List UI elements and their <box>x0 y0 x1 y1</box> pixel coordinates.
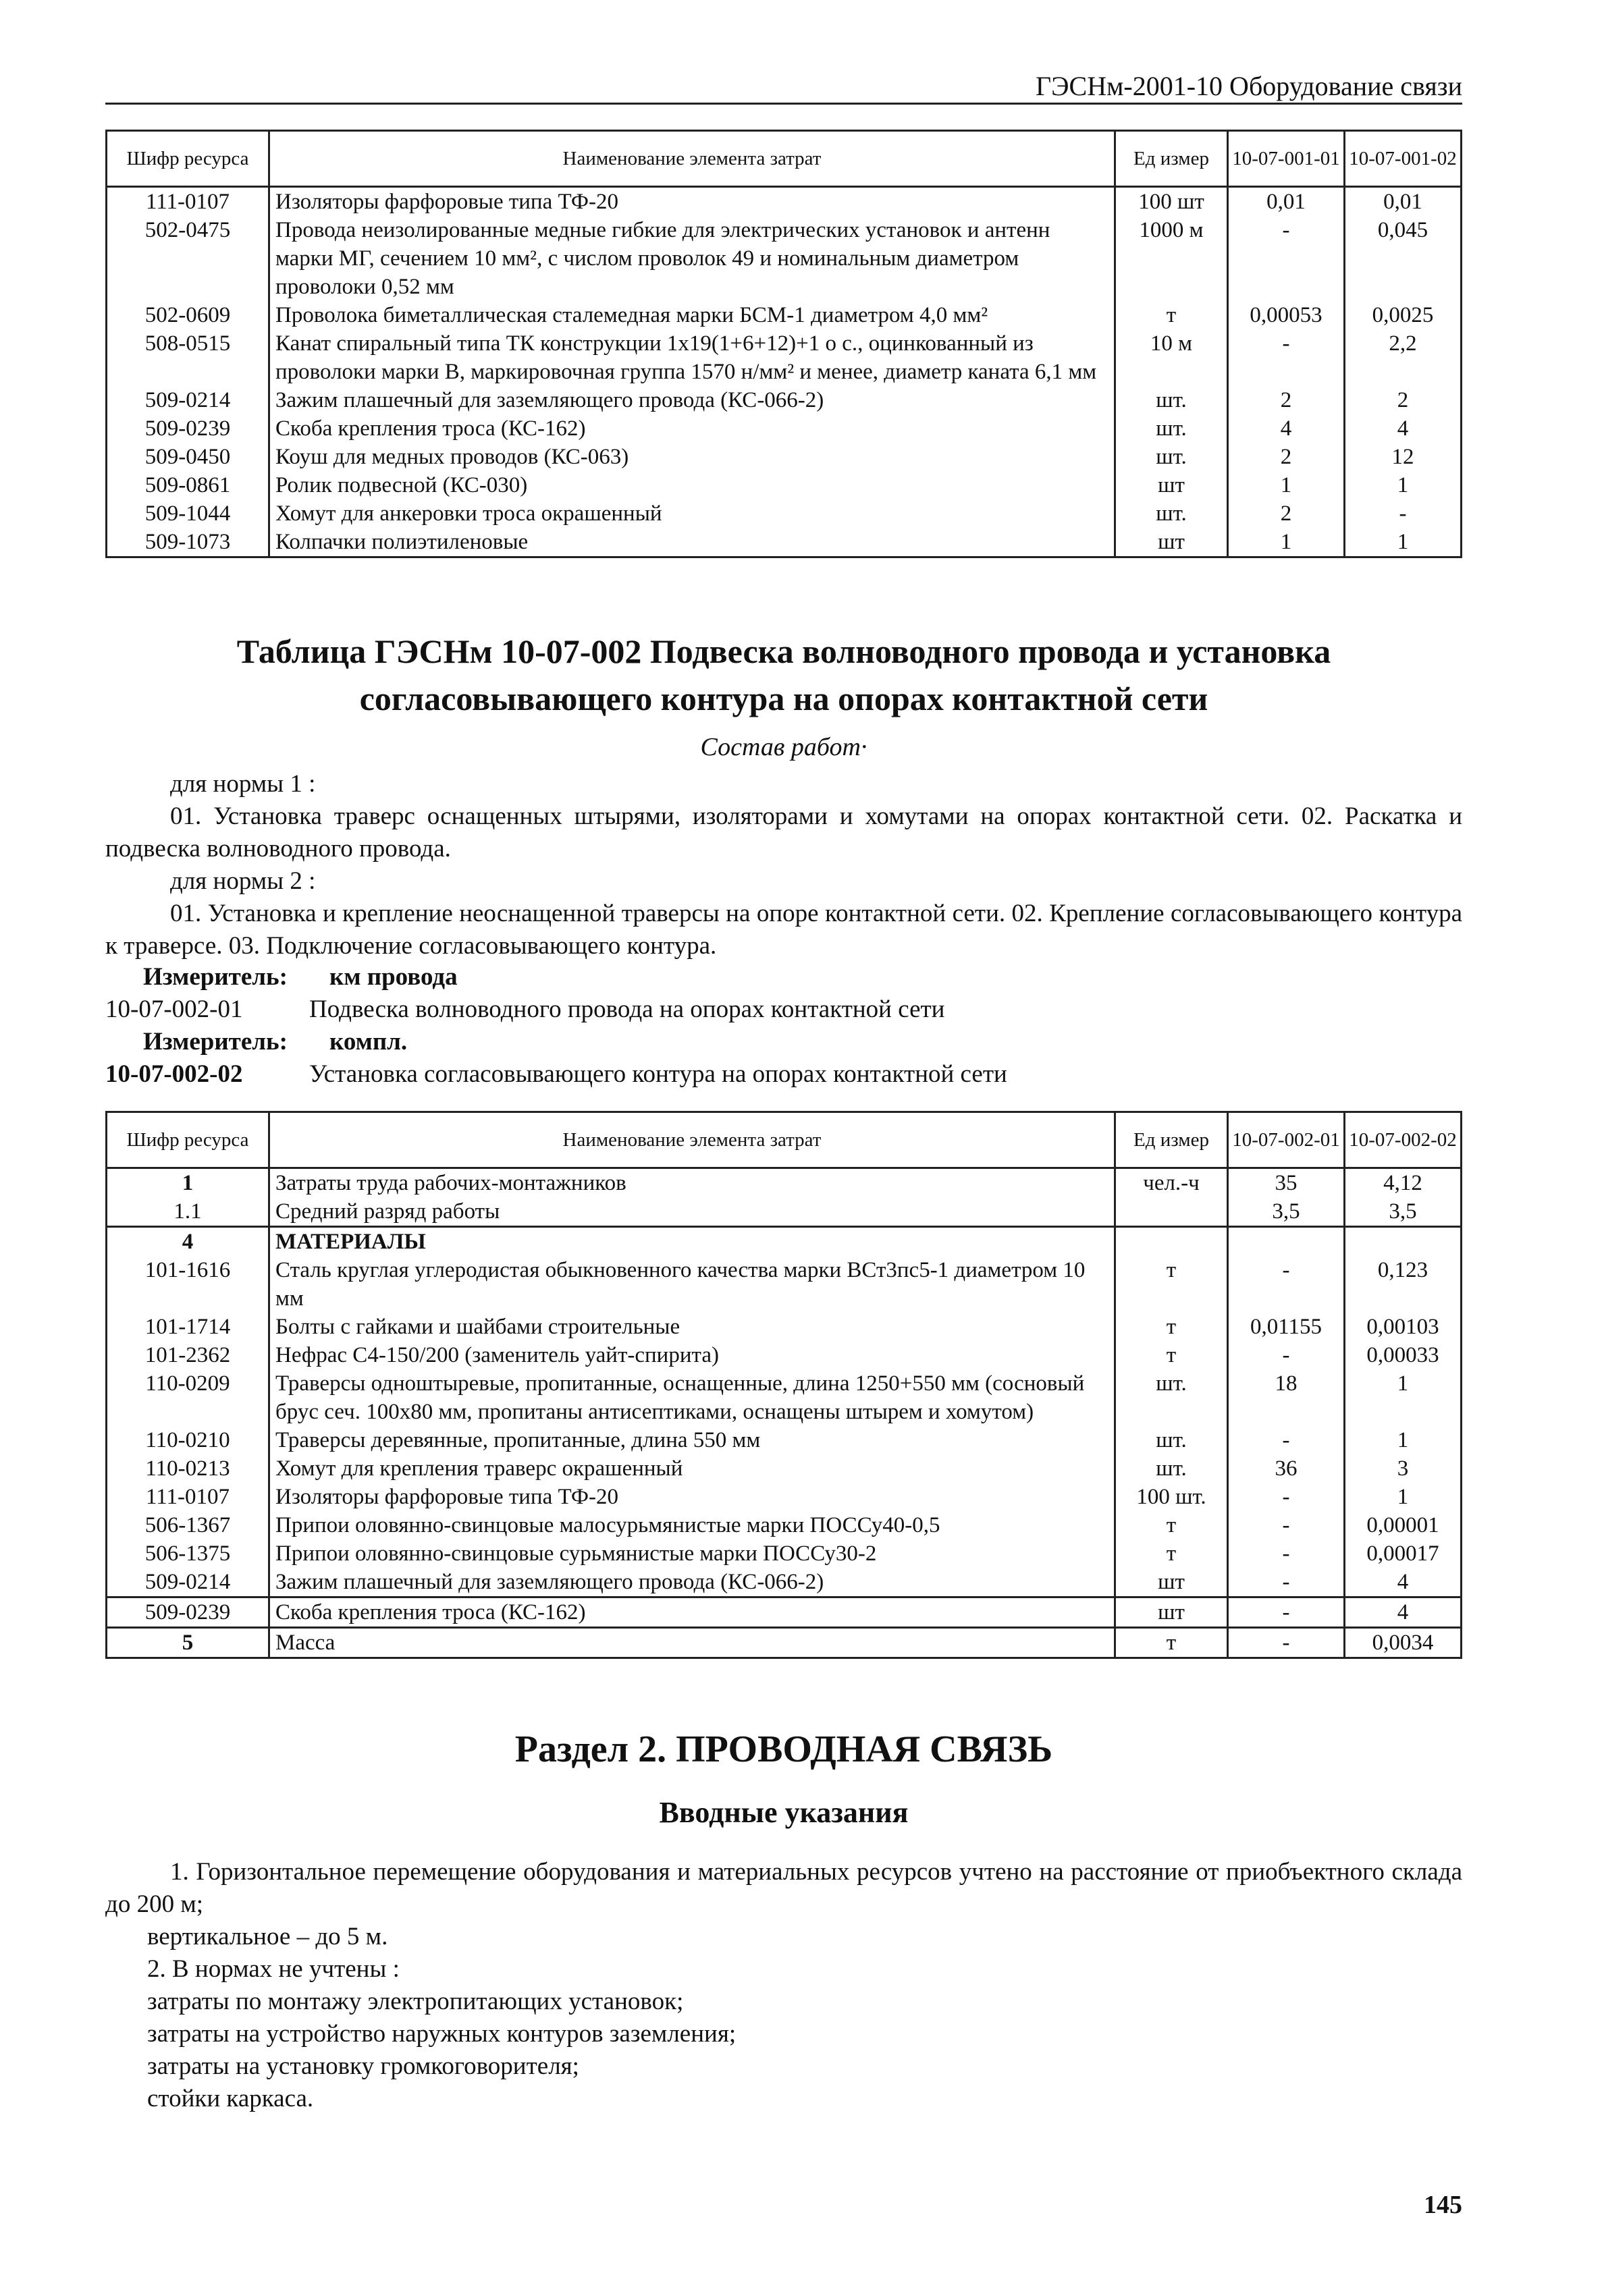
cell-name: Сталь круглая углеродистая обыкновенного качества марки ВСт3пс5-1 диаметром 10 мм <box>269 1256 1115 1313</box>
cell-unit: т <box>1115 1511 1228 1539</box>
intro-paragraph-3: 2. В нормах не учтены : <box>147 1955 400 1983</box>
col-header-unit: Ед измер <box>1115 131 1228 187</box>
cell-code: 509-0861 <box>107 471 269 499</box>
table-header-row <box>107 131 1462 187</box>
cell-unit: шт. <box>1115 1426 1228 1454</box>
cell-code: 110-0209 <box>107 1369 269 1426</box>
cell-name: Проволока биметаллическая сталемедная марки БСМ-1 диаметром 4,0 мм² <box>269 301 1115 329</box>
table-header-row <box>107 1112 1462 1168</box>
table-row <box>107 528 1462 557</box>
cell-code: 502-0475 <box>107 216 269 301</box>
table-row <box>107 1426 1462 1454</box>
cell-value-1: 2 <box>1228 443 1345 471</box>
cell-name: Масса <box>269 1628 1115 1658</box>
cell-value-2: 0,0034 <box>1345 1628 1462 1658</box>
cell-name: Хомут для анкеровки троса окрашенный <box>269 499 1115 528</box>
cell-unit <box>1115 1197 1228 1227</box>
table2-title: Таблица ГЭСНм 10-07-002 Подвеска волноводного провода и установка согласовывающего контура на опорах контактной сети <box>236 632 1331 717</box>
cell-unit: шт. <box>1115 386 1228 414</box>
cell-name: Зажим плашечный для заземляющего провода (КС-066-2) <box>269 386 1115 414</box>
cell-name: Средний разряд работы <box>269 1197 1115 1227</box>
cell-code: 4 <box>107 1227 269 1257</box>
cell-name: Провода неизолированные медные гибкие для электрических установок и антенн марки МГ, сечением 10 мм², с числом проволок 49 и номинальным диаметром проволоки 0,52 мм <box>269 216 1115 301</box>
cell-value-2: 4 <box>1345 1597 1462 1628</box>
cell-name: Изоляторы фарфоровые типа ТФ-20 <box>269 187 1115 217</box>
cell-value-1: - <box>1228 329 1345 386</box>
cell-code: 110-0213 <box>107 1454 269 1483</box>
cell-name: Припои оловянно-свинцовые малосурьмянистые марки ПОССу40-0,5 <box>269 1511 1115 1539</box>
cell-name: Болты с гайками и шайбами строительные <box>269 1313 1115 1341</box>
cell-value-2: 3,5 <box>1345 1197 1462 1227</box>
norm1-text: 01. Установка траверс оснащенных штырями, изоляторами и хомутами на опорах контактной сети. 02. Раскатка и подвеска волноводного провода. <box>105 802 1462 863</box>
norm1-label: для нормы 1 : <box>170 770 316 798</box>
section-subtitle: Вводные указания <box>659 1796 909 1829</box>
cell-code: 502-0609 <box>107 301 269 329</box>
norm2-text: 01. Установка и крепление неоснащенной траверсы на опоре контактной сети. 02. Крепление согласовывающего контура к траверсе. 03. Подключение согласовывающего контура. <box>105 900 1462 960</box>
cell-code: 5 <box>107 1628 269 1658</box>
intro-paragraph-7: стойки каркаса. <box>147 2085 314 2112</box>
cell-unit: т <box>1115 1539 1228 1568</box>
cell-unit: шт <box>1115 1568 1228 1597</box>
cell-name: Припои оловянно-свинцовые сурьмянистые марки ПОССу30-2 <box>269 1539 1115 1568</box>
measure1-code: 10-07-002-01 <box>105 995 243 1023</box>
intro-paragraph-5: затраты на устройство наружных контуров заземления; <box>147 2020 737 2048</box>
cell-value-2: 0,045 <box>1345 216 1462 301</box>
table-row <box>107 1256 1462 1313</box>
table-row <box>107 1539 1462 1568</box>
cell-code: 1.1 <box>107 1197 269 1227</box>
measure1-label: Измеритель: <box>143 963 288 991</box>
table-row <box>107 443 1462 471</box>
cell-value-1: - <box>1228 1511 1345 1539</box>
table-row <box>107 301 1462 329</box>
measure2-value: компл. <box>329 1028 408 1056</box>
table-row <box>107 1454 1462 1483</box>
col-header-name: Наименование элемента затрат <box>269 1112 1115 1168</box>
cell-value-1: 3,5 <box>1228 1197 1345 1227</box>
table-row <box>107 414 1462 443</box>
cell-unit: шт. <box>1115 443 1228 471</box>
cell-code: 101-2362 <box>107 1341 269 1369</box>
cell-value-2: 0,0025 <box>1345 301 1462 329</box>
cell-name: Траверсы деревянные, пропитанные, длина 550 мм <box>269 1426 1115 1454</box>
cell-unit: т <box>1115 1313 1228 1341</box>
cell-value-1: 0,01155 <box>1228 1313 1345 1341</box>
cell-value-2: 1 <box>1345 471 1462 499</box>
cell-name: Затраты труда рабочих-монтажников <box>269 1168 1115 1198</box>
table-row <box>107 1597 1462 1628</box>
cell-unit: шт <box>1115 528 1228 557</box>
table-row <box>107 1168 1462 1198</box>
resource-table-2 <box>105 1111 1462 1659</box>
resource-table-1 <box>105 130 1462 558</box>
cell-unit: 10 м <box>1115 329 1228 386</box>
cell-value-2: 0,00103 <box>1345 1313 1462 1341</box>
cell-code: 101-1714 <box>107 1313 269 1341</box>
page-number: 145 <box>1424 2191 1462 2219</box>
cell-value-2 <box>1345 1227 1462 1257</box>
table-row <box>107 1511 1462 1539</box>
cell-value-1: - <box>1228 1341 1345 1369</box>
cell-value-2: 0,00001 <box>1345 1511 1462 1539</box>
measure1-value: км провода <box>329 963 458 991</box>
cell-value-1 <box>1228 1227 1345 1257</box>
cell-value-1: - <box>1228 1483 1345 1511</box>
table-row <box>107 216 1462 301</box>
cell-name: Изоляторы фарфоровые типа ТФ-20 <box>269 1483 1115 1511</box>
cell-unit: шт. <box>1115 1369 1228 1426</box>
cell-value-1: 2 <box>1228 499 1345 528</box>
cell-value-1: - <box>1228 1568 1345 1597</box>
cell-code: 101-1616 <box>107 1256 269 1313</box>
cell-name: Ролик подвесной (КС-030) <box>269 471 1115 499</box>
cell-code: 509-0450 <box>107 443 269 471</box>
table-row <box>107 1628 1462 1658</box>
cell-name: Хомут для крепления траверс окрашенный <box>269 1454 1115 1483</box>
cell-value-2: 4,12 <box>1345 1168 1462 1198</box>
measure2-code: 10-07-002-02 <box>105 1060 243 1088</box>
cell-unit: 1000 м <box>1115 216 1228 301</box>
cell-code: 509-0239 <box>107 1597 269 1628</box>
measure1-desc: Подвеска волноводного провода на опорах контактной сети <box>309 995 945 1023</box>
cell-code: 506-1367 <box>107 1511 269 1539</box>
norm2-label: для нормы 2 : <box>170 867 316 895</box>
table-row <box>107 1313 1462 1341</box>
cell-unit: т <box>1115 1628 1228 1658</box>
cell-unit <box>1115 1227 1228 1257</box>
cell-unit: т <box>1115 1341 1228 1369</box>
cell-code: 1 <box>107 1168 269 1198</box>
cell-code: 506-1375 <box>107 1539 269 1568</box>
cell-value-1: - <box>1228 1597 1345 1628</box>
col-header-name: Наименование элемента затрат <box>269 131 1115 187</box>
cell-unit: 100 шт. <box>1115 1483 1228 1511</box>
cell-value-2: 2 <box>1345 386 1462 414</box>
table-row <box>107 386 1462 414</box>
table-row <box>107 499 1462 528</box>
cell-value-1: 0,00053 <box>1228 301 1345 329</box>
cell-value-2: 4 <box>1345 414 1462 443</box>
cell-value-2: 1 <box>1345 528 1462 557</box>
col-header-v1: 10-07-002-01 <box>1228 1112 1345 1168</box>
cell-value-2: 4 <box>1345 1568 1462 1597</box>
cell-unit: шт. <box>1115 499 1228 528</box>
cell-name: Колпачки полиэтиленовые <box>269 528 1115 557</box>
cell-code: 111-0107 <box>107 187 269 217</box>
cell-code: 509-1044 <box>107 499 269 528</box>
cell-name: МАТЕРИАЛЫ <box>269 1227 1115 1257</box>
cell-value-2: 1 <box>1345 1483 1462 1511</box>
table-row <box>107 1197 1462 1227</box>
cell-value-2: 0,00033 <box>1345 1341 1462 1369</box>
cell-value-2: 3 <box>1345 1454 1462 1483</box>
cell-code: 508-0515 <box>107 329 269 386</box>
cell-unit: т <box>1115 301 1228 329</box>
running-header: ГЭСНм-2001-10 Оборудование связи <box>105 70 1462 105</box>
cell-value-1: - <box>1228 1256 1345 1313</box>
cell-unit: 100 шт <box>1115 187 1228 217</box>
cell-code: 110-0210 <box>107 1426 269 1454</box>
cell-value-1: - <box>1228 1426 1345 1454</box>
cell-value-1: 1 <box>1228 471 1345 499</box>
cell-value-2: 0,01 <box>1345 187 1462 217</box>
col-header-v2: 10-07-002-02 <box>1345 1112 1462 1168</box>
intro-paragraph-2: вертикальное – до 5 м. <box>147 1923 388 1950</box>
cell-code: 509-1073 <box>107 528 269 557</box>
cell-unit: шт <box>1115 471 1228 499</box>
cell-name: Скоба крепления троса (КС-162) <box>269 1597 1115 1628</box>
cell-unit: т <box>1115 1256 1228 1313</box>
cell-value-1: 18 <box>1228 1369 1345 1426</box>
cell-value-2: 1 <box>1345 1369 1462 1426</box>
intro-paragraph-4: затраты по монтажу электропитающих установок; <box>147 1988 684 2015</box>
table-row <box>107 329 1462 386</box>
table-row <box>107 471 1462 499</box>
cell-code: 509-0239 <box>107 414 269 443</box>
col-header-v2: 10-07-001-02 <box>1345 131 1462 187</box>
cell-value-2: 0,00017 <box>1345 1539 1462 1568</box>
col-header-code: Шифр ресурса <box>107 1112 269 1168</box>
cell-value-2: 0,123 <box>1345 1256 1462 1313</box>
cell-name: Скоба крепления троса (КС-162) <box>269 414 1115 443</box>
col-header-code: Шифр ресурса <box>107 131 269 187</box>
table-row <box>107 1369 1462 1426</box>
cell-name: Коуш для медных проводов (КС-063) <box>269 443 1115 471</box>
cell-value-1: 0,01 <box>1228 187 1345 217</box>
cell-code: 509-0214 <box>107 386 269 414</box>
intro-paragraph-1: 1. Горизонтальное перемещение оборудования и материальных ресурсов учтено на расстояние от приобъектного склада до 200 м; <box>105 1858 1462 1918</box>
section-title: Раздел 2. ПРОВОДНАЯ СВЯЗЬ <box>514 1728 1053 1770</box>
col-header-unit: Ед измер <box>1115 1112 1228 1168</box>
cell-value-2: 12 <box>1345 443 1462 471</box>
cell-value-2: 1 <box>1345 1426 1462 1454</box>
intro-paragraph-6: затраты на установку громкоговорителя; <box>147 2052 579 2080</box>
cell-name: Нефрас С4-150/200 (заменитель уайт-спирита) <box>269 1341 1115 1369</box>
cell-name: Зажим плашечный для заземляющего провода (КС-066-2) <box>269 1568 1115 1597</box>
table-row <box>107 187 1462 217</box>
cell-value-1: 4 <box>1228 414 1345 443</box>
work-composition-heading: Состав работ· <box>700 733 867 761</box>
cell-name: Траверсы одноштыревые, пропитанные, оснащенные, длина 1250+550 мм (сосновый брус сеч. 100х80 мм, пропитаны антисептиками, оснащены штырем и хомутом) <box>269 1369 1115 1426</box>
cell-value-1: 36 <box>1228 1454 1345 1483</box>
cell-value-2: 2,2 <box>1345 329 1462 386</box>
cell-code: 111-0107 <box>107 1483 269 1511</box>
table-row <box>107 1568 1462 1597</box>
table-row <box>107 1227 1462 1257</box>
table-row <box>107 1483 1462 1511</box>
cell-unit: чел.-ч <box>1115 1168 1228 1198</box>
cell-unit: шт. <box>1115 1454 1228 1483</box>
cell-value-1: 2 <box>1228 386 1345 414</box>
cell-value-1: 35 <box>1228 1168 1345 1198</box>
measure2-label: Измеритель: <box>143 1028 288 1056</box>
cell-code: 509-0214 <box>107 1568 269 1597</box>
cell-value-1: - <box>1228 216 1345 301</box>
cell-unit: шт. <box>1115 414 1228 443</box>
cell-value-1: - <box>1228 1539 1345 1568</box>
cell-value-1: - <box>1228 1628 1345 1658</box>
cell-unit: шт <box>1115 1597 1228 1628</box>
measure2-desc: Установка согласовывающего контура на опорах контактной сети <box>309 1060 1007 1088</box>
col-header-v1: 10-07-001-01 <box>1228 131 1345 187</box>
cell-value-2: - <box>1345 499 1462 528</box>
cell-value-1: 1 <box>1228 528 1345 557</box>
cell-name: Канат спиральный типа ТК конструкции 1х19(1+6+12)+1 о с., оцинкованный из проволоки марки В, маркировочная группа 1570 н/мм² и менее, диаметр каната 6,1 мм <box>269 329 1115 386</box>
table-row <box>107 1341 1462 1369</box>
